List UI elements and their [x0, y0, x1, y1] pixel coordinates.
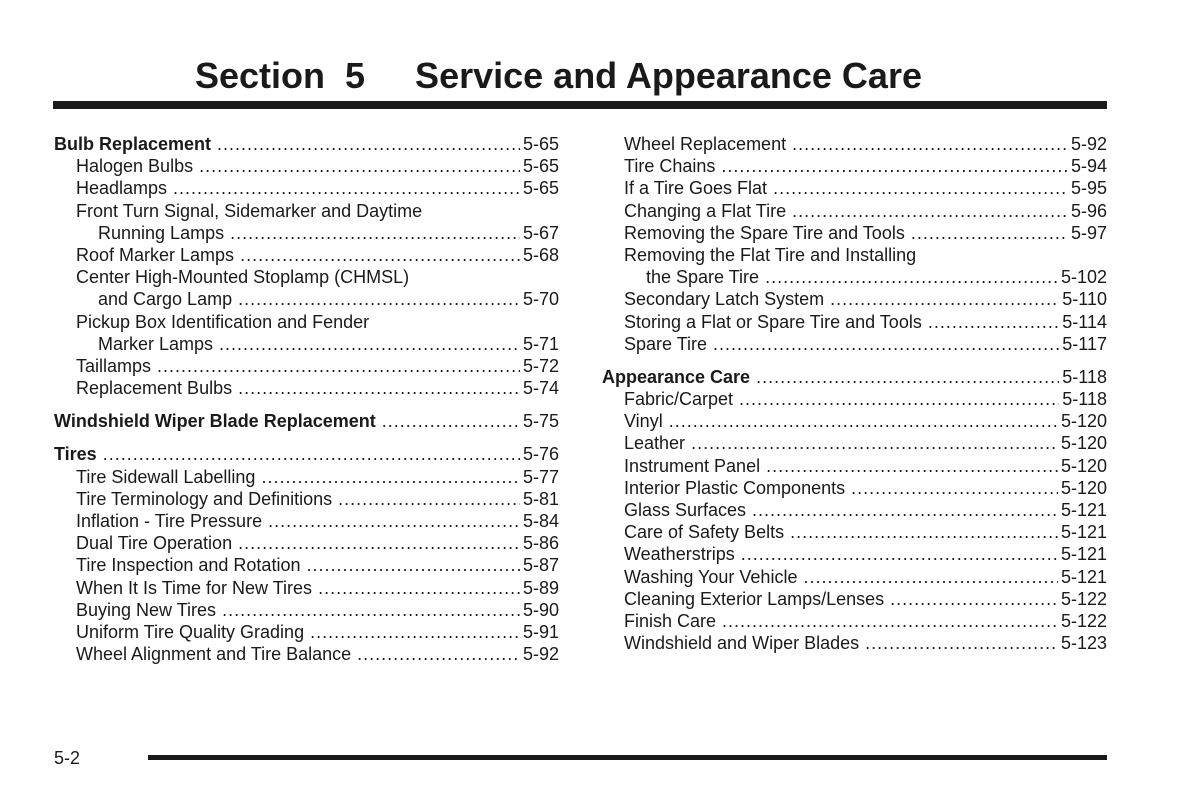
dot-leader — [217, 133, 520, 155]
toc-entry[interactable] — [602, 244, 1107, 266]
toc-entry-label: Replacement Bulbs — [76, 378, 233, 399]
toc-entry-page: 5-121 — [1060, 566, 1107, 587]
toc-entry-page: 5-74 — [522, 378, 559, 399]
toc-entry-label: Washing Your Vehicle — [624, 566, 798, 587]
toc-entry-page: 5-120 — [1060, 477, 1107, 498]
toc-entry[interactable] — [602, 410, 1107, 432]
dot-leader — [803, 566, 1058, 588]
dot-leader — [222, 599, 520, 621]
toc-entry-page: 5-120 — [1060, 433, 1107, 454]
dot-leader — [230, 222, 520, 244]
toc-entry-label: Pickup Box Identification and Fender — [76, 311, 370, 332]
toc-entry-label: Halogen Bulbs — [76, 156, 194, 177]
dot-leader — [238, 377, 520, 399]
toc-entry[interactable] — [54, 288, 559, 310]
toc-entry-label: Removing the Flat Tire and Installing — [624, 244, 917, 265]
toc-entry-label: Uniform Tire Quality Grading — [76, 621, 305, 642]
dot-leader — [721, 155, 1068, 177]
toc-entry[interactable] — [54, 244, 559, 266]
toc-entry-page: 5-72 — [522, 355, 559, 376]
toc-entry[interactable] — [54, 510, 559, 532]
toc-entry-page: 5-121 — [1060, 544, 1107, 565]
toc-entry-page: 5-123 — [1060, 633, 1107, 654]
dot-leader — [722, 610, 1058, 632]
toc-entry-page: 5-65 — [522, 156, 559, 177]
toc-entry[interactable] — [54, 222, 559, 244]
toc-entry-page: 5-121 — [1060, 500, 1107, 520]
dot-leader — [157, 355, 520, 377]
toc-entry-page: 5-120 — [1060, 455, 1107, 476]
toc-entry[interactable] — [54, 177, 559, 199]
dot-leader — [357, 643, 520, 665]
toc-entry[interactable] — [54, 621, 559, 643]
toc-entry[interactable] — [54, 200, 559, 222]
toc-entry-label: Vinyl — [624, 411, 663, 432]
toc-entry-label: Storing a Flat or Spare Tire and Tools — [624, 311, 922, 332]
toc-entry-page: 5-110 — [1062, 289, 1107, 310]
toc-entry-label: Running Lamps — [98, 222, 225, 243]
toc-right-column — [602, 133, 1107, 654]
toc-entry[interactable] — [602, 455, 1107, 477]
toc-entry[interactable] — [54, 643, 559, 665]
toc-entry-page: 5-120 — [1060, 411, 1107, 432]
dot-leader — [338, 488, 520, 510]
toc-entry-label: Tires — [54, 444, 97, 465]
dot-leader — [928, 311, 1059, 333]
toc-entry-page: 5-91 — [522, 621, 559, 642]
toc-entry[interactable] — [602, 133, 1107, 155]
dot-leader — [691, 432, 1058, 454]
toc-entry-page: 5-76 — [522, 444, 559, 465]
toc-entry[interactable] — [54, 577, 559, 599]
toc-entry-label: Weatherstrips — [624, 544, 735, 565]
toc-entry[interactable] — [54, 466, 559, 488]
dot-leader — [240, 244, 520, 266]
toc-entry-label: Interior Plastic Components — [624, 477, 846, 498]
dot-leader — [238, 532, 520, 554]
dot-leader — [669, 410, 1058, 432]
toc-entry[interactable] — [54, 377, 559, 399]
toc-entry[interactable] — [602, 521, 1107, 543]
toc-entry-page: 5-114 — [1062, 311, 1107, 332]
toc-entry-page: 5-92 — [522, 644, 559, 665]
page-number: 5-2 — [54, 748, 81, 768]
toc-entry-page: 5-121 — [1060, 522, 1107, 543]
toc-entry-page: 5-118 — [1062, 366, 1107, 387]
toc-entry[interactable] — [602, 388, 1107, 410]
toc-entry-label: and Cargo Lamp — [98, 289, 233, 310]
toc-entry[interactable] — [602, 432, 1107, 454]
toc-entry-label: Dual Tire Operation — [76, 533, 233, 554]
toc-entry-page: 5-86 — [522, 533, 559, 554]
toc-entry-label: Inflation - Tire Pressure — [76, 511, 263, 531]
toc-entry-label: Fabric/Carpet — [624, 389, 734, 410]
toc-entry-label: Leather — [624, 433, 686, 454]
toc-entry-label: Tire Sidewall Labelling — [76, 466, 256, 487]
toc-entry[interactable] — [602, 333, 1107, 355]
toc-entry-label: Bulb Replacement — [54, 134, 212, 154]
toc-entry-label: Wheel Replacement — [624, 134, 787, 154]
toc-entry-label: Tire Inspection and Rotation — [76, 555, 301, 576]
toc-entry[interactable] — [54, 266, 559, 288]
toc-entry-label: Headlamps — [76, 178, 168, 199]
dot-leader — [219, 333, 520, 355]
toc-entry[interactable] — [54, 155, 559, 177]
toc-entry-page: 5-89 — [522, 577, 559, 598]
header-rule — [53, 101, 1107, 109]
dot-leader — [756, 366, 1059, 388]
toc-entry-label: Care of Safety Belts — [624, 522, 785, 543]
dot-leader — [199, 155, 520, 177]
toc-entry[interactable] — [602, 222, 1107, 244]
dot-leader — [792, 200, 1068, 222]
toc-entry-label: Wheel Alignment and Tire Balance — [76, 644, 352, 665]
toc-entry-page: 5-118 — [1062, 389, 1107, 410]
toc-entry-page: 5-81 — [522, 488, 559, 509]
toc-entry[interactable] — [602, 632, 1107, 654]
toc-entry-page: 5-84 — [522, 511, 559, 531]
toc-entry[interactable] — [602, 610, 1107, 632]
dot-leader — [851, 477, 1058, 499]
toc-entry-page: 5-71 — [522, 333, 559, 354]
toc-entry-page: 5-68 — [522, 244, 559, 265]
toc-entry[interactable] — [602, 200, 1107, 222]
dot-leader — [766, 455, 1058, 477]
toc-entry-page: 5-117 — [1062, 333, 1107, 354]
dot-leader — [890, 588, 1058, 610]
dot-leader — [306, 554, 520, 576]
toc-entry-page: 5-122 — [1060, 610, 1107, 631]
dot-leader — [911, 222, 1068, 244]
toc-entry-label: Windshield and Wiper Blades — [624, 633, 860, 654]
dot-leader — [790, 521, 1058, 543]
toc-entry-label: Front Turn Signal, Sidemarker and Daytime — [76, 200, 423, 221]
toc-entry-page: 5-97 — [1070, 222, 1107, 243]
toc-entry[interactable] — [54, 333, 559, 355]
toc-entry[interactable] — [54, 554, 559, 576]
toc-entry[interactable] — [602, 477, 1107, 499]
toc-entry[interactable] — [602, 566, 1107, 588]
toc-entry-label: If a Tire Goes Flat — [624, 178, 768, 199]
toc-entry-page: 5-95 — [1070, 178, 1107, 199]
dot-leader — [103, 443, 520, 465]
toc-entry-label: Buying New Tires — [76, 599, 217, 620]
toc-heading[interactable] — [54, 443, 559, 465]
toc-entry-label: Removing the Spare Tire and Tools — [624, 222, 905, 243]
toc-entry-label: Instrument Panel — [624, 455, 761, 476]
toc-entry-page: 5-65 — [522, 134, 559, 154]
toc-entry-label: Center High-Mounted Stoplamp (CHMSL) — [76, 267, 410, 288]
toc-entry-label: Finish Care — [624, 610, 717, 631]
toc-entry-label: Taillamps — [76, 355, 152, 376]
toc-entry-page: 5-92 — [1070, 134, 1107, 154]
dot-leader — [310, 621, 520, 643]
toc-entry-label: Tire Terminology and Definitions — [76, 488, 333, 509]
toc-entry[interactable] — [602, 266, 1107, 288]
toc-entry[interactable] — [54, 532, 559, 554]
toc-entry-label: Roof Marker Lamps — [76, 244, 235, 265]
dot-leader — [765, 266, 1058, 288]
toc-entry[interactable] — [602, 543, 1107, 565]
dot-leader — [261, 466, 520, 488]
dot-leader — [382, 410, 520, 432]
toc-entry-label: Spare Tire — [624, 333, 708, 354]
toc-entry-label: Tire Chains — [624, 156, 716, 177]
toc-entry-page: 5-90 — [522, 599, 559, 620]
toc-entry[interactable] — [602, 177, 1107, 199]
toc-entry[interactable] — [602, 311, 1107, 333]
footer-rule — [148, 755, 1107, 760]
dot-leader — [741, 543, 1058, 565]
toc-heading[interactable] — [602, 366, 1107, 388]
toc-entry-label: Windshield Wiper Blade Replacement — [54, 411, 376, 432]
toc-entry-page: 5-65 — [522, 178, 559, 199]
toc-entry-label: the Spare Tire — [646, 267, 760, 288]
dot-leader — [830, 288, 1059, 310]
toc-entry[interactable] — [54, 355, 559, 377]
toc-entry[interactable] — [602, 588, 1107, 610]
toc-entry[interactable] — [602, 288, 1107, 310]
toc-entry-page: 5-87 — [522, 555, 559, 576]
toc-left-column — [54, 133, 559, 665]
toc-entry[interactable] — [54, 599, 559, 621]
dot-leader — [268, 510, 520, 532]
toc-entry-label: Marker Lamps — [98, 333, 214, 354]
toc-heading[interactable] — [54, 410, 559, 432]
toc-entry-page: 5-96 — [1070, 200, 1107, 221]
dot-leader — [713, 333, 1059, 355]
toc-entry-label: Changing a Flat Tire — [624, 200, 787, 221]
toc-entry-page: 5-122 — [1060, 588, 1107, 609]
toc-entry[interactable] — [602, 499, 1107, 521]
toc-entry-page: 5-77 — [522, 466, 559, 487]
dot-leader — [865, 632, 1058, 654]
dot-leader — [752, 499, 1058, 521]
dot-leader — [318, 577, 520, 599]
toc-entry-page: 5-94 — [1070, 156, 1107, 177]
toc-entry-page: 5-75 — [522, 411, 559, 432]
toc-entry[interactable] — [54, 311, 559, 333]
dot-leader — [238, 288, 520, 310]
toc-entry-label: Appearance Care — [602, 366, 751, 387]
toc-entry[interactable] — [54, 488, 559, 510]
toc-entry-label: Cleaning Exterior Lamps/Lenses — [624, 588, 885, 609]
dot-leader — [739, 388, 1059, 410]
toc-entry[interactable] — [602, 155, 1107, 177]
toc-entry-label: Glass Surfaces — [624, 500, 747, 520]
toc-entry-page: 5-70 — [522, 289, 559, 310]
toc-entry-label: Secondary Latch System — [624, 289, 825, 310]
dot-leader — [792, 133, 1068, 155]
dot-leader — [773, 177, 1068, 199]
dot-leader — [173, 177, 520, 199]
toc-entry-page: 5-102 — [1060, 267, 1107, 288]
toc-heading[interactable] — [54, 133, 559, 155]
section-title: Section 5 Service and Appearance Care — [195, 55, 922, 96]
toc-entry-page: 5-67 — [522, 222, 559, 243]
toc-entry-label: When It Is Time for New Tires — [76, 577, 313, 598]
